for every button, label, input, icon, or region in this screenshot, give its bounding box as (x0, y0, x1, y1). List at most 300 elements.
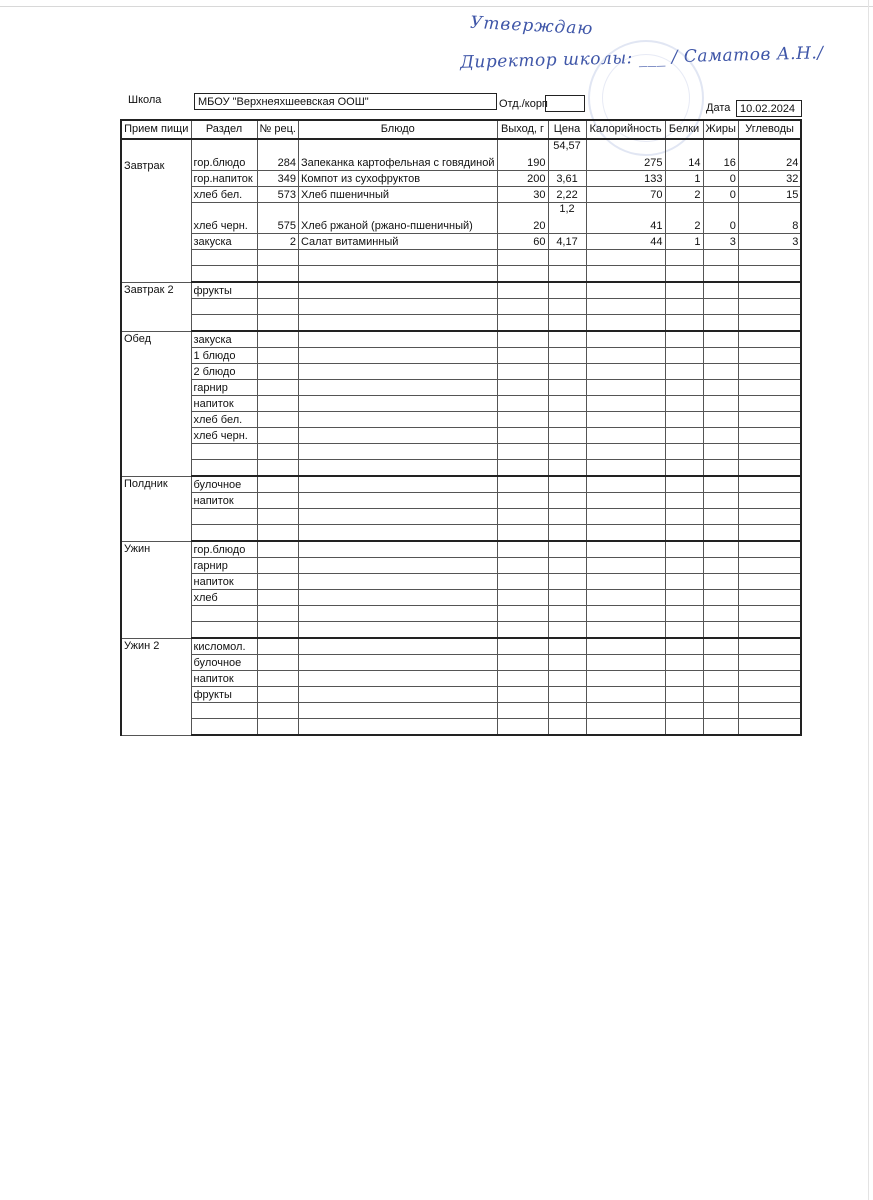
cell-output[interactable] (497, 493, 548, 509)
cell-output[interactable] (497, 299, 548, 315)
cell-section[interactable] (191, 719, 257, 736)
cell-carbs[interactable] (738, 266, 801, 283)
cell-recipe[interactable] (257, 606, 298, 622)
cell-dish[interactable]: Хлеб ржаной (ржано-пшеничный) (298, 203, 497, 234)
cell-price[interactable] (548, 444, 586, 460)
cell-recipe[interactable] (257, 574, 298, 590)
cell-fat[interactable] (703, 638, 738, 655)
cell-protein[interactable] (665, 509, 703, 525)
cell-dish[interactable] (298, 299, 497, 315)
cell-recipe[interactable]: 573 (257, 187, 298, 203)
cell-output[interactable] (497, 250, 548, 266)
cell-protein[interactable]: 2 (665, 203, 703, 234)
cell-carbs[interactable] (738, 719, 801, 736)
cell-protein[interactable] (665, 412, 703, 428)
cell-fat[interactable]: 0 (703, 171, 738, 187)
cell-section[interactable] (191, 299, 257, 315)
cell-recipe[interactable] (257, 380, 298, 396)
cell-recipe[interactable] (257, 396, 298, 412)
cell-protein[interactable] (665, 444, 703, 460)
cell-carbs[interactable] (738, 606, 801, 622)
cell-carbs[interactable] (738, 364, 801, 380)
cell-protein[interactable]: 1 (665, 171, 703, 187)
cell-dish[interactable]: Салат витаминный (298, 234, 497, 250)
cell-carbs[interactable] (738, 380, 801, 396)
cell-carbs[interactable] (738, 348, 801, 364)
cell-price[interactable] (548, 331, 586, 348)
cell-protein[interactable] (665, 282, 703, 299)
cell-recipe[interactable] (257, 412, 298, 428)
cell-output[interactable] (497, 687, 548, 703)
cell-output[interactable] (497, 331, 548, 348)
cell-fat[interactable] (703, 315, 738, 332)
cell-output[interactable] (497, 412, 548, 428)
cell-recipe[interactable]: 575 (257, 203, 298, 234)
cell-section[interactable]: хлеб черн. (191, 428, 257, 444)
cell-dish[interactable] (298, 444, 497, 460)
cell-section[interactable]: хлеб (191, 590, 257, 606)
cell-carbs[interactable]: 8 (738, 203, 801, 234)
cell-recipe[interactable]: 349 (257, 171, 298, 187)
cell-fat[interactable] (703, 412, 738, 428)
cell-calories[interactable] (586, 364, 665, 380)
cell-price[interactable] (548, 364, 586, 380)
cell-recipe[interactable] (257, 364, 298, 380)
cell-output[interactable]: 190 (497, 139, 548, 171)
cell-section[interactable]: напиток (191, 493, 257, 509)
cell-calories[interactable]: 275 (586, 139, 665, 171)
cell-carbs[interactable] (738, 638, 801, 655)
cell-output[interactable] (497, 380, 548, 396)
cell-carbs[interactable] (738, 525, 801, 542)
cell-fat[interactable] (703, 266, 738, 283)
cell-price[interactable] (548, 250, 586, 266)
cell-output[interactable] (497, 282, 548, 299)
cell-output[interactable] (497, 606, 548, 622)
cell-calories[interactable] (586, 719, 665, 736)
cell-price[interactable] (548, 703, 586, 719)
cell-carbs[interactable] (738, 396, 801, 412)
cell-output[interactable] (497, 509, 548, 525)
cell-output[interactable] (497, 460, 548, 477)
cell-fat[interactable] (703, 509, 738, 525)
cell-recipe[interactable] (257, 509, 298, 525)
cell-output[interactable]: 20 (497, 203, 548, 234)
cell-fat[interactable] (703, 493, 738, 509)
cell-section[interactable]: булочное (191, 655, 257, 671)
cell-calories[interactable] (586, 638, 665, 655)
cell-section[interactable]: напиток (191, 574, 257, 590)
cell-fat[interactable] (703, 590, 738, 606)
cell-price[interactable]: 4,17 (548, 234, 586, 250)
cell-fat[interactable] (703, 558, 738, 574)
cell-protein[interactable] (665, 687, 703, 703)
cell-fat[interactable] (703, 428, 738, 444)
cell-output[interactable] (497, 476, 548, 493)
cell-section[interactable]: кисломол. (191, 638, 257, 655)
cell-section[interactable] (191, 622, 257, 639)
cell-dish[interactable] (298, 493, 497, 509)
cell-carbs[interactable] (738, 315, 801, 332)
cell-section[interactable]: гор.напиток (191, 171, 257, 187)
cell-carbs[interactable] (738, 541, 801, 558)
cell-section[interactable]: хлеб бел. (191, 187, 257, 203)
cell-protein[interactable] (665, 719, 703, 736)
cell-calories[interactable] (586, 558, 665, 574)
cell-fat[interactable] (703, 250, 738, 266)
cell-dish[interactable] (298, 671, 497, 687)
cell-fat[interactable] (703, 622, 738, 639)
cell-dish[interactable] (298, 525, 497, 542)
cell-output[interactable]: 30 (497, 187, 548, 203)
cell-recipe[interactable] (257, 460, 298, 477)
cell-protein[interactable] (665, 655, 703, 671)
cell-fat[interactable] (703, 574, 738, 590)
cell-protein[interactable] (665, 476, 703, 493)
cell-fat[interactable] (703, 282, 738, 299)
cell-carbs[interactable] (738, 590, 801, 606)
cell-output[interactable]: 200 (497, 171, 548, 187)
cell-calories[interactable] (586, 541, 665, 558)
cell-protein[interactable] (665, 299, 703, 315)
cell-price[interactable] (548, 525, 586, 542)
cell-output[interactable] (497, 348, 548, 364)
cell-recipe[interactable] (257, 541, 298, 558)
cell-carbs[interactable] (738, 493, 801, 509)
cell-protein[interactable] (665, 606, 703, 622)
cell-calories[interactable] (586, 348, 665, 364)
cell-recipe[interactable] (257, 444, 298, 460)
cell-recipe[interactable] (257, 590, 298, 606)
cell-output[interactable] (497, 622, 548, 639)
cell-price[interactable] (548, 719, 586, 736)
cell-calories[interactable] (586, 250, 665, 266)
cell-calories[interactable]: 41 (586, 203, 665, 234)
cell-calories[interactable] (586, 396, 665, 412)
cell-fat[interactable] (703, 348, 738, 364)
cell-fat[interactable]: 3 (703, 234, 738, 250)
cell-output[interactable] (497, 558, 548, 574)
cell-calories[interactable] (586, 655, 665, 671)
cell-dish[interactable] (298, 428, 497, 444)
school-field[interactable]: МБОУ "Верхнеяхшеевская ООШ" (194, 93, 497, 110)
cell-carbs[interactable] (738, 476, 801, 493)
cell-protein[interactable] (665, 380, 703, 396)
cell-price[interactable] (548, 558, 586, 574)
cell-dish[interactable] (298, 509, 497, 525)
cell-calories[interactable] (586, 380, 665, 396)
cell-section[interactable]: хлеб черн. (191, 203, 257, 234)
cell-dish[interactable] (298, 541, 497, 558)
cell-carbs[interactable] (738, 331, 801, 348)
cell-output[interactable]: 60 (497, 234, 548, 250)
cell-price[interactable]: 2,22 (548, 187, 586, 203)
cell-section[interactable] (191, 266, 257, 283)
cell-dish[interactable] (298, 638, 497, 655)
cell-recipe[interactable] (257, 476, 298, 493)
cell-dish[interactable] (298, 703, 497, 719)
cell-carbs[interactable] (738, 412, 801, 428)
cell-dish[interactable] (298, 331, 497, 348)
cell-dish[interactable] (298, 250, 497, 266)
cell-protein[interactable] (665, 574, 703, 590)
cell-carbs[interactable]: 15 (738, 187, 801, 203)
cell-calories[interactable]: 133 (586, 171, 665, 187)
cell-fat[interactable] (703, 525, 738, 542)
cell-output[interactable] (497, 655, 548, 671)
cell-output[interactable] (497, 364, 548, 380)
cell-fat[interactable]: 0 (703, 187, 738, 203)
cell-price[interactable] (548, 622, 586, 639)
cell-price[interactable] (548, 671, 586, 687)
cell-section[interactable]: гарнир (191, 558, 257, 574)
cell-carbs[interactable]: 32 (738, 171, 801, 187)
cell-output[interactable] (497, 396, 548, 412)
cell-output[interactable] (497, 703, 548, 719)
cell-carbs[interactable] (738, 250, 801, 266)
cell-section[interactable] (191, 509, 257, 525)
cell-carbs[interactable] (738, 655, 801, 671)
cell-calories[interactable] (586, 444, 665, 460)
cell-dish[interactable] (298, 266, 497, 283)
cell-carbs[interactable] (738, 428, 801, 444)
cell-fat[interactable] (703, 299, 738, 315)
cell-dish[interactable] (298, 364, 497, 380)
cell-carbs[interactable] (738, 622, 801, 639)
cell-fat[interactable] (703, 687, 738, 703)
cell-dish[interactable]: Запеканка картофельная с говядиной (298, 139, 497, 171)
cell-protein[interactable] (665, 703, 703, 719)
cell-section[interactable]: гор.блюдо (191, 139, 257, 171)
cell-fat[interactable] (703, 606, 738, 622)
cell-fat[interactable] (703, 655, 738, 671)
cell-price[interactable] (548, 606, 586, 622)
cell-calories[interactable] (586, 525, 665, 542)
cell-carbs[interactable] (738, 282, 801, 299)
cell-protein[interactable] (665, 364, 703, 380)
cell-price[interactable] (548, 266, 586, 283)
cell-calories[interactable]: 70 (586, 187, 665, 203)
cell-recipe[interactable] (257, 250, 298, 266)
cell-price[interactable]: 1,2 (548, 203, 586, 234)
cell-price[interactable] (548, 412, 586, 428)
cell-price[interactable] (548, 687, 586, 703)
cell-calories[interactable] (586, 266, 665, 283)
cell-fat[interactable]: 16 (703, 139, 738, 171)
cell-dish[interactable] (298, 396, 497, 412)
cell-protein[interactable] (665, 428, 703, 444)
cell-price[interactable] (548, 476, 586, 493)
cell-section[interactable]: гарнир (191, 380, 257, 396)
cell-protein[interactable] (665, 460, 703, 477)
cell-section[interactable]: напиток (191, 671, 257, 687)
cell-section[interactable]: закуска (191, 234, 257, 250)
cell-output[interactable] (497, 719, 548, 736)
cell-recipe[interactable] (257, 331, 298, 348)
cell-calories[interactable] (586, 574, 665, 590)
cell-output[interactable] (497, 541, 548, 558)
cell-carbs[interactable] (738, 671, 801, 687)
cell-recipe[interactable]: 2 (257, 234, 298, 250)
cell-recipe[interactable] (257, 299, 298, 315)
cell-recipe[interactable]: 284 (257, 139, 298, 171)
cell-protein[interactable] (665, 671, 703, 687)
cell-fat[interactable]: 0 (703, 203, 738, 234)
cell-price[interactable] (548, 299, 586, 315)
cell-section[interactable] (191, 444, 257, 460)
cell-price[interactable] (548, 590, 586, 606)
cell-price[interactable] (548, 348, 586, 364)
cell-section[interactable]: булочное (191, 476, 257, 493)
cell-calories[interactable] (586, 282, 665, 299)
cell-section[interactable]: хлеб бел. (191, 412, 257, 428)
cell-fat[interactable] (703, 460, 738, 477)
cell-section[interactable] (191, 460, 257, 477)
cell-fat[interactable] (703, 719, 738, 736)
cell-calories[interactable] (586, 460, 665, 477)
cell-fat[interactable] (703, 671, 738, 687)
cell-dish[interactable] (298, 655, 497, 671)
cell-dish[interactable]: Компот из сухофруктов (298, 171, 497, 187)
cell-section[interactable]: закуска (191, 331, 257, 348)
cell-dish[interactable] (298, 558, 497, 574)
cell-section[interactable]: гор.блюдо (191, 541, 257, 558)
cell-recipe[interactable] (257, 671, 298, 687)
cell-dish[interactable] (298, 348, 497, 364)
cell-carbs[interactable] (738, 687, 801, 703)
cell-calories[interactable] (586, 428, 665, 444)
cell-carbs[interactable] (738, 574, 801, 590)
cell-calories[interactable] (586, 590, 665, 606)
cell-calories[interactable] (586, 509, 665, 525)
cell-price[interactable] (548, 315, 586, 332)
cell-protein[interactable] (665, 638, 703, 655)
date-field[interactable]: 10.02.2024 (736, 100, 802, 117)
cell-calories[interactable] (586, 331, 665, 348)
cell-price[interactable] (548, 655, 586, 671)
cell-output[interactable] (497, 266, 548, 283)
cell-protein[interactable] (665, 315, 703, 332)
cell-carbs[interactable] (738, 703, 801, 719)
cell-protein[interactable] (665, 558, 703, 574)
cell-price[interactable] (548, 460, 586, 477)
cell-protein[interactable] (665, 541, 703, 558)
cell-output[interactable] (497, 590, 548, 606)
cell-dish[interactable] (298, 315, 497, 332)
cell-output[interactable] (497, 638, 548, 655)
cell-recipe[interactable] (257, 655, 298, 671)
cell-section[interactable] (191, 606, 257, 622)
cell-recipe[interactable] (257, 348, 298, 364)
cell-carbs[interactable] (738, 558, 801, 574)
cell-recipe[interactable] (257, 703, 298, 719)
cell-recipe[interactable] (257, 622, 298, 639)
cell-output[interactable] (497, 315, 548, 332)
cell-section[interactable] (191, 703, 257, 719)
cell-fat[interactable] (703, 331, 738, 348)
cell-calories[interactable] (586, 315, 665, 332)
cell-price[interactable] (548, 428, 586, 444)
dept-field[interactable] (545, 95, 585, 112)
cell-protein[interactable] (665, 525, 703, 542)
cell-price[interactable] (548, 638, 586, 655)
cell-calories[interactable] (586, 299, 665, 315)
cell-calories[interactable] (586, 622, 665, 639)
cell-carbs[interactable] (738, 460, 801, 477)
cell-fat[interactable] (703, 444, 738, 460)
cell-output[interactable] (497, 671, 548, 687)
cell-section[interactable]: фрукты (191, 282, 257, 299)
cell-calories[interactable]: 44 (586, 234, 665, 250)
cell-fat[interactable] (703, 476, 738, 493)
cell-section[interactable] (191, 315, 257, 332)
cell-price[interactable] (548, 380, 586, 396)
cell-calories[interactable] (586, 412, 665, 428)
cell-protein[interactable] (665, 590, 703, 606)
cell-carbs[interactable] (738, 444, 801, 460)
cell-protein[interactable] (665, 266, 703, 283)
cell-recipe[interactable] (257, 638, 298, 655)
cell-carbs[interactable]: 24 (738, 139, 801, 171)
cell-protein[interactable] (665, 493, 703, 509)
cell-price[interactable] (548, 574, 586, 590)
cell-section[interactable] (191, 250, 257, 266)
cell-recipe[interactable] (257, 525, 298, 542)
cell-fat[interactable] (703, 364, 738, 380)
cell-recipe[interactable] (257, 266, 298, 283)
cell-calories[interactable] (586, 493, 665, 509)
cell-output[interactable] (497, 574, 548, 590)
cell-recipe[interactable] (257, 558, 298, 574)
cell-dish[interactable] (298, 476, 497, 493)
cell-carbs[interactable]: 3 (738, 234, 801, 250)
cell-dish[interactable] (298, 606, 497, 622)
cell-fat[interactable] (703, 380, 738, 396)
cell-protein[interactable]: 14 (665, 139, 703, 171)
cell-dish[interactable] (298, 282, 497, 299)
cell-price[interactable] (548, 541, 586, 558)
cell-fat[interactable] (703, 703, 738, 719)
cell-calories[interactable] (586, 687, 665, 703)
cell-calories[interactable] (586, 703, 665, 719)
cell-recipe[interactable] (257, 428, 298, 444)
cell-price[interactable] (548, 493, 586, 509)
cell-protein[interactable] (665, 396, 703, 412)
cell-recipe[interactable] (257, 315, 298, 332)
cell-fat[interactable] (703, 541, 738, 558)
cell-calories[interactable] (586, 476, 665, 493)
cell-dish[interactable] (298, 574, 497, 590)
cell-price[interactable] (548, 282, 586, 299)
cell-dish[interactable] (298, 622, 497, 639)
cell-dish[interactable] (298, 719, 497, 736)
cell-carbs[interactable] (738, 299, 801, 315)
cell-protein[interactable] (665, 250, 703, 266)
cell-output[interactable] (497, 525, 548, 542)
cell-dish[interactable]: Хлеб пшеничный (298, 187, 497, 203)
cell-output[interactable] (497, 428, 548, 444)
cell-section[interactable] (191, 525, 257, 542)
cell-protein[interactable] (665, 622, 703, 639)
cell-fat[interactable] (703, 396, 738, 412)
cell-recipe[interactable] (257, 687, 298, 703)
cell-dish[interactable] (298, 460, 497, 477)
cell-calories[interactable] (586, 606, 665, 622)
cell-dish[interactable] (298, 412, 497, 428)
cell-output[interactable] (497, 444, 548, 460)
cell-price[interactable] (548, 396, 586, 412)
cell-section[interactable]: 1 блюдо (191, 348, 257, 364)
